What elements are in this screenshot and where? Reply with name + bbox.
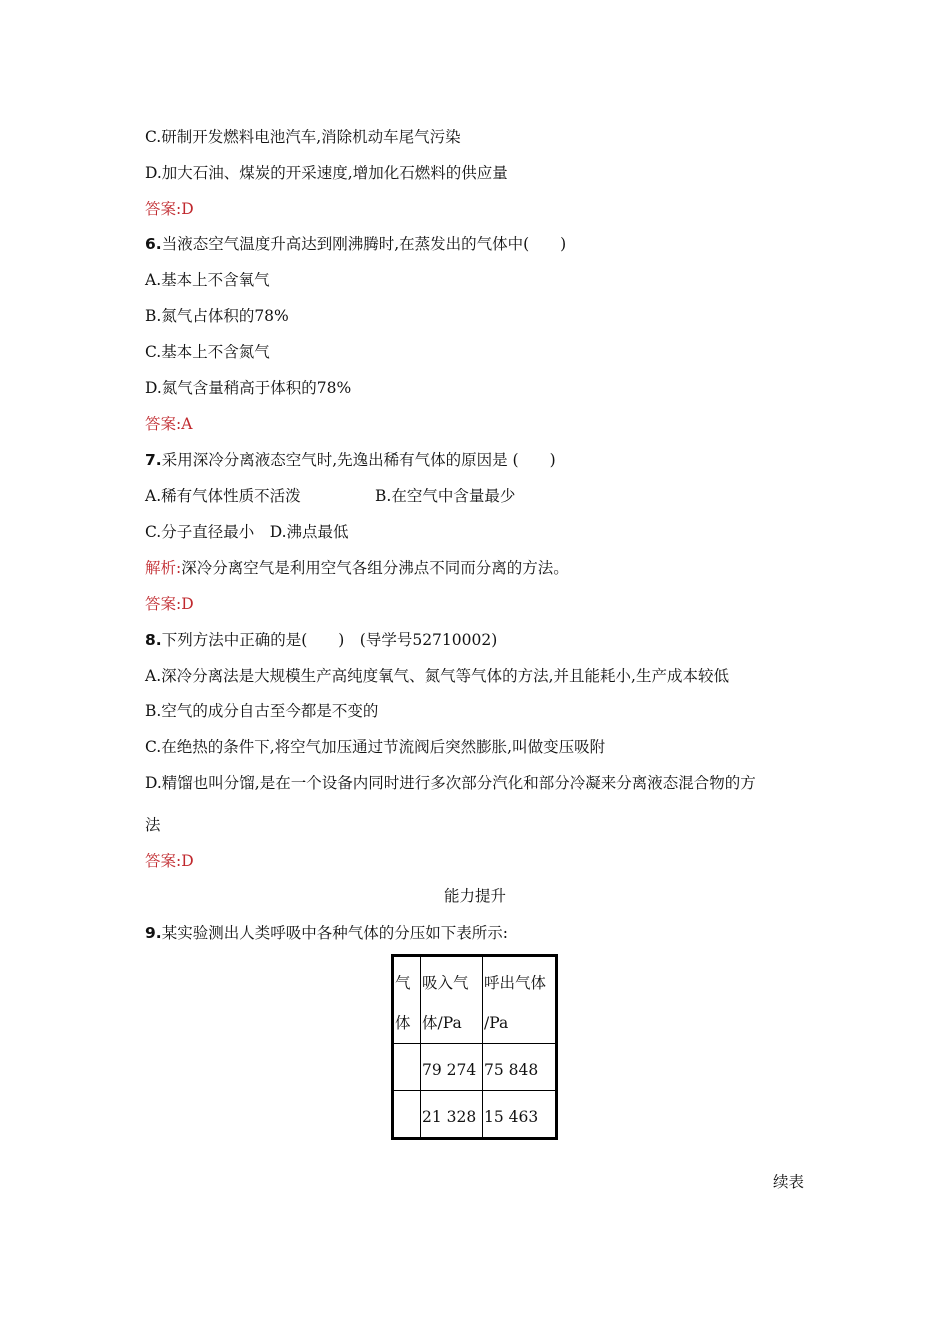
option-d-q8-line1: D.精馏也叫分馏,是在一个设备内同时进行多次部分汽化和部分冷凝来分离液态混合物的方 [145,774,756,792]
header-cell-gas [393,956,421,1044]
answer-q6 [145,413,192,435]
question-8 [145,629,497,651]
option-c-q5: C.研制开发燃料电池汽车,消除机动车尾气污染 [145,128,461,146]
cell-gas [393,1044,421,1091]
question-number: 6. [145,235,162,253]
option-d-q8-line2: 法 [145,816,161,834]
header-text: 体 [395,1014,411,1032]
question-text: 某实验测出人类呼吸中各种气体的分压如下表所示: [161,924,508,942]
question-text: 采用深冷分离液态空气时,先逸出稀有气体的原因是 ( ) [161,451,556,469]
option-d-q6: D.氮气含量稍高于体积的78% [145,379,352,397]
header-text: 吸入气 [422,974,469,992]
option-c-q8: C.在绝热的条件下,将空气加压通过节流阀后突然膨胀,叫做变压吸附 [145,738,606,756]
header-text: /Pa [484,1014,509,1032]
question-text: 当液态空气温度升高达到刚沸腾时,在蒸发出的气体中( ) [161,235,567,253]
option-b-q6: B.氮气占体积的78% [145,307,289,325]
option-d-q5: D.加大石油、煤炭的开采速度,增加化石燃料的供应量 [145,164,508,182]
question-number: 7. [145,451,162,469]
header-text: 体/Pa [422,1014,462,1032]
analysis-q7 [145,557,569,579]
question-number: 8. [145,631,162,649]
question-text: 下列方法中正确的是( ) (导学号52710002) [161,631,498,649]
analysis-label: 解析: [145,559,182,577]
question-9 [145,922,508,944]
table-row [393,1044,557,1091]
answer-value: D [181,852,194,870]
option-c-q6: C.基本上不含氮气 [145,343,270,361]
cell-inhaled: 21 328 [421,1091,483,1139]
answer-label: 答案: [145,852,182,870]
header-text: 气 [395,974,411,992]
cell-exhaled: 75 848 [483,1044,557,1091]
continued-label: 续表 [773,1173,805,1191]
header-cell-inhaled [421,956,483,1044]
header-text: 呼出气体 [484,974,547,992]
question-6 [145,233,566,255]
gas-pressure-table [391,954,558,1140]
cell-exhaled: 15 463 [483,1091,557,1139]
option-cd-q7: C.分子直径最小 D.沸点最低 [145,523,349,541]
answer-value: D [181,200,194,218]
question-number: 9. [145,924,162,942]
cell-gas [393,1091,421,1139]
option-b-q7: B.在空气中含量最少 [375,487,516,505]
answer-label: 答案: [145,415,182,433]
table-header-row [393,956,557,1044]
header-cell-exhaled [483,956,557,1044]
answer-label: 答案: [145,200,182,218]
option-a-q6: A.基本上不含氧气 [145,271,270,289]
option-a-q7: A.稀有气体性质不活泼 [145,487,301,505]
cell-inhaled: 79 274 [421,1044,483,1091]
answer-label: 答案: [145,595,182,613]
answer-q7 [145,593,194,615]
answer-value: D [181,595,194,613]
option-b-q8: B.空气的成分自古至今都是不变的 [145,702,379,720]
analysis-text: 深冷分离空气是利用空气各组分沸点不同而分离的方法。 [181,559,569,577]
option-a-q8: A.深冷分离法是大规模生产高纯度氧气、氮气等气体的方法,并且能耗小,生产成本较低 [145,667,729,685]
answer-q8 [145,850,194,872]
section-title: 能力提升 [443,887,506,905]
answer-value: A [181,415,193,433]
table-row [393,1091,557,1139]
question-7 [145,449,556,471]
answer-q5 [145,198,194,220]
